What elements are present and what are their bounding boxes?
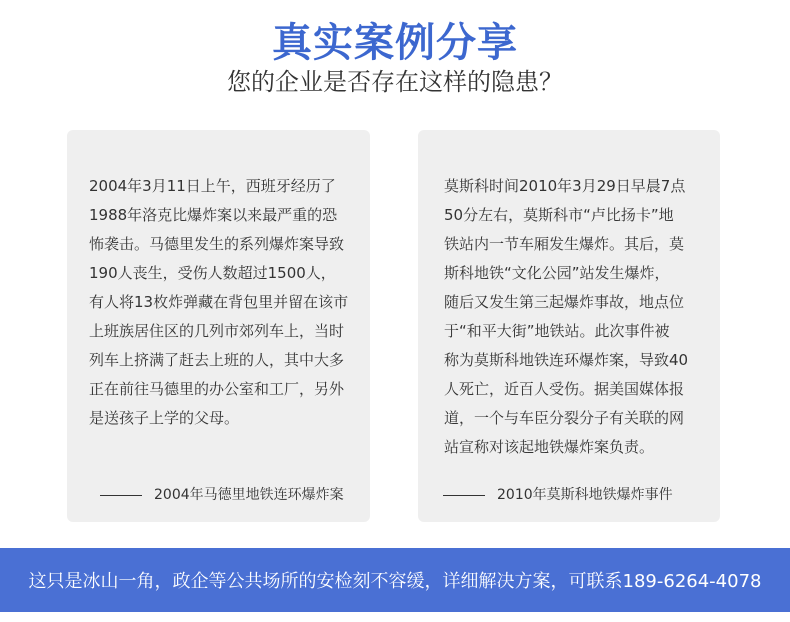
case-text-line: 正在前往马德里的办公室和工厂，另外 [89,380,345,398]
source-dash-divider [100,495,142,496]
case-text-line: 随后又发生第三起爆炸事故，地点位 [444,293,685,311]
case-text-line: 于“和平大街”地铁站。此次事件被 [444,322,670,340]
case-text-line: 2004年3月11日上午，西班牙经历了 [89,177,336,195]
page-subtitle: 您的企业是否存在这样的隐患？ [227,68,563,96]
case-text-line: 上班族居住区的几列市郊列车上，当时 [89,322,345,340]
case-text-line: 是送孩子上学的父母。 [89,409,240,427]
contact-banner-text: 这只是冰山一角，政企等公共场所的安检刻不容缓，详细解决方案，可联系189-6264-4078 [28,571,762,592]
case-text-line: 站宣称对该起地铁爆炸案负责。 [444,438,655,456]
case-source-title: 2004年马德里地铁连环爆炸案 [154,487,344,503]
case-text-line: 列车上挤满了赶去上班的人，其中大多 [89,351,345,369]
case-text-line: 50分左右，莫斯科市“卢比扬卡”地 [444,206,674,224]
case-text-line: 称为莫斯科地铁连环爆炸案，导致40 [444,351,689,369]
case-source-title: 2010年莫斯科地铁爆炸事件 [497,487,673,503]
source-dash-divider [443,495,485,496]
case-source [100,485,344,505]
page-title: 真实案例分享 [272,20,518,66]
case-card-madrid [67,130,370,522]
case-text-line: 斯科地铁“文化公园”站发生爆炸， [444,264,670,282]
case-description [89,172,364,433]
case-text-line: 1988年洛克比爆炸案以来最严重的恐 [89,206,338,224]
case-text-line: 怖袭击。马德里发生的系列爆炸案导致 [89,235,345,253]
contact-banner [0,548,790,612]
case-text-line: 有人将13枚炸弹藏在背包里并留在该市 [89,293,349,311]
case-text-line: 铁站内一节车厢发生爆炸。其后，莫 [444,235,685,253]
case-text-line: 190人丧生，受伤人数超过1500人， [89,264,336,282]
case-source [443,485,673,505]
case-text-line: 道，一个与车臣分裂分子有关联的网 [444,409,685,427]
case-card-moscow [418,130,720,522]
case-text-line: 莫斯科时间2010年3月29日早晨7点 [444,177,686,195]
case-description [444,172,714,462]
case-text-line: 人死亡，近百人受伤。据美国媒体报 [444,380,685,398]
